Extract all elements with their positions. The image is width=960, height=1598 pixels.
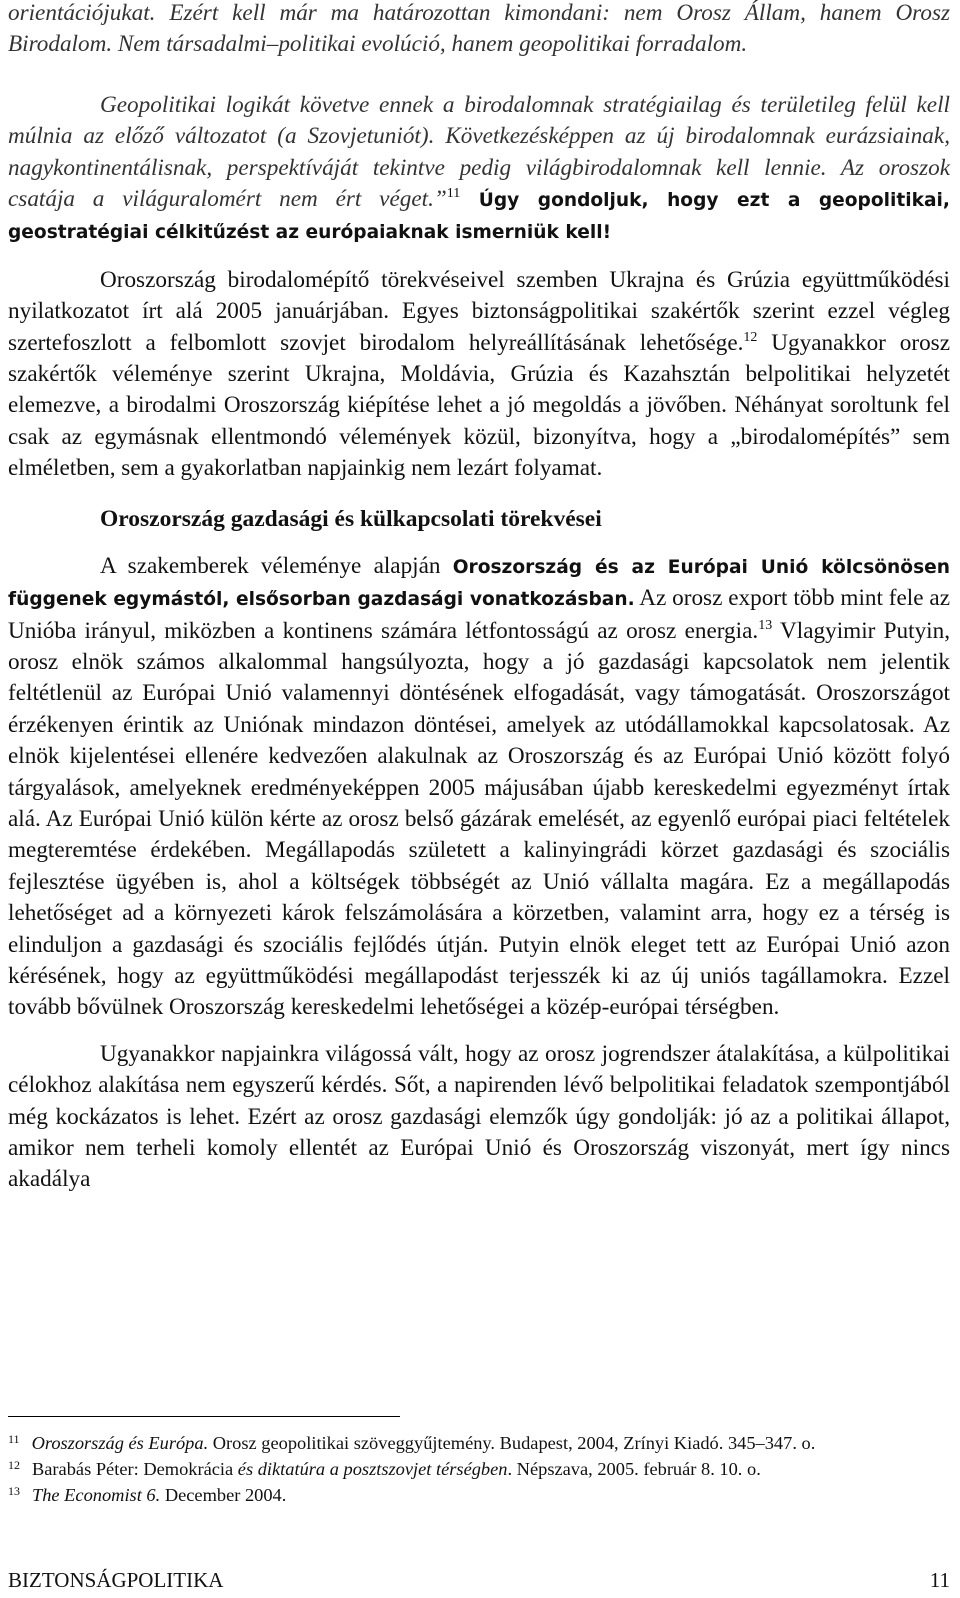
footnote-separator (8, 1416, 400, 1417)
footer-publication: BIZTONSÁGPOLITIKA (8, 1568, 224, 1592)
paragraph-1: orientációjukat. Ezért kell már ma határozottan kimondani: nem Orosz Állam, hanem Orosz Birodalom. Nem társadalmi–politikai evolúció, hanem geopolitikai forradalom. (8, 0, 950, 58)
section-heading: Oroszország gazdasági és külkapcsolati törekvései (100, 505, 602, 532)
footnote-ref-12: 12 (743, 329, 758, 345)
paragraph-3: Oroszország birodalomépítő törekvéseivel szemben Ukrajna és Grúzia együttműködési nyilatkozatot írt alá 2005 januárjában. Egyes biztonságpolitikai szakértők szerint ezzel végleg szertefoszlott a felbomlott szovjet birodalom helyreállításának lehetősége.$^{12}$ Ugyanakkor orosz szakértők véleménye szerint Ukrajna, Moldávia, Grúzia és Kazahsztán belpolitikai helyzetét elemezve, a birodalmi Oroszország kiépítése lehet a jó megoldás a jövőben. Néhányat soroltunk fel csak az egymásnak ellentmondó vélemények közül, bizonyítva, hogy a „birodalomépítés” sem elméletben, sem a gyakorlatban napjainkig nem lezárt folyamat. (8, 266, 950, 482)
paragraph-4: A szakemberek véleménye alapján Oroszország és az Európai Unió kölcsönösen függenek egymástól, elsősorban gazdasági vonatkozásban. Az orosz export több mint fele az Unióba irányul, miközben a kontinens számára létfontosságú az orosz energia.$^{13}$ Vlagyimir Putyin, orosz elnök számos alkalommal hangsúlyozta, hogy a jó gazdasági kapcsolatok nem jelentik feltétlenül az Európai Unió valamennyi döntésének elfogadását, vagy támogatását. Oroszországot érzékenyen érintik az Uniónak mindazon döntései, amelyek az utódállamokkal kapcsolatosak. Az elnök kijelentései ellenére kedvezően alakulnak az Oroszország és az Európai Unió között folyó tárgyalások, amelyeknek eredményeképpen 2005 májusában újabb kereskedelmi egyezményt írtak alá. Az Európai Unió külön kérte az orosz belső gázárak emelését, az egyenlő európai piaci feltételek megteremtése érdekében. Megállapodás született a kalinyingrádi körzet gazdasági és szociális fejlesztése ügyében is, ahol a költségek többségét az Unió vállalta magára. Ez a megállapodás lehetőséget ad a környezeti károk felszámolására a körzetben, valamint arra, hogy ez a térség is elinduljon a gazdasági és szociális fejlődés útján. Putyin elnök eleget tett az Európai Unió azon kérésének, hogy az együttműködési megállapodást terjesszék ki az új uniós tagállamokra. Ezzel tovább bővülnek Oroszország kereskedelmi lehetőségei a közép-európai térségben. (8, 552, 950, 1021)
paragraph-5: Ugyanakkor napjainkra világossá vált, hogy az orosz jogrendszer átalakítása, a külpolitikai célokhoz alakítása nem egyszerű kérdés. Sőt, a napirenden lévő belpolitikai feladatok szempontjából még kockázatos is lehet. Ezért az orosz gazdasági elemzők úgy gondolják: jó az a politikai állapot, amikor nem terheli komoly ellentét az Európai Unió és Oroszország viszonyát, mert így nincs akadálya (8, 1040, 950, 1193)
paragraph-2: Geopolitikai logikát követve ennek a birodalomnak stratégiailag és területileg felül kell múlnia az előző változatot (a Szovjetuniót). Következésképpen az új birodalomnak eurázsiainak, nagykontinentálisnak, perspektíváját tekintve pedig világbirodalomnak kell lennie. Az oroszok csatája a világuralomért nem ért véget.”$^{11}$ Úgy gondoljuk, hogy ezt a geopolitikai, geostratégiai célkitűzést az európaiaknak ismerniük kell! (8, 91, 950, 244)
page-number: 11 (929, 1568, 950, 1592)
footnote-13: $^{13}$ The Economist 6. December 2004. (8, 1484, 287, 1505)
footnote-11: $^{11}$ Oroszország és Európa. Orosz geopolitikai szöveggyűjtemény. Budapest, 2004, Zrínyi Kiadó. 345–347. o. (8, 1432, 816, 1453)
footnote-ref-13: 13 (758, 617, 773, 633)
document-page (8, 0, 950, 1196)
page-footer (8, 1568, 950, 1593)
footnote-12: $^{12}$ Barabás Péter: Demokrácia és diktatúra a posztszovjet térségben. Népszava, 2005. február 8. 10. o. (8, 1458, 761, 1479)
footnote-ref-11: 11 (446, 186, 461, 202)
